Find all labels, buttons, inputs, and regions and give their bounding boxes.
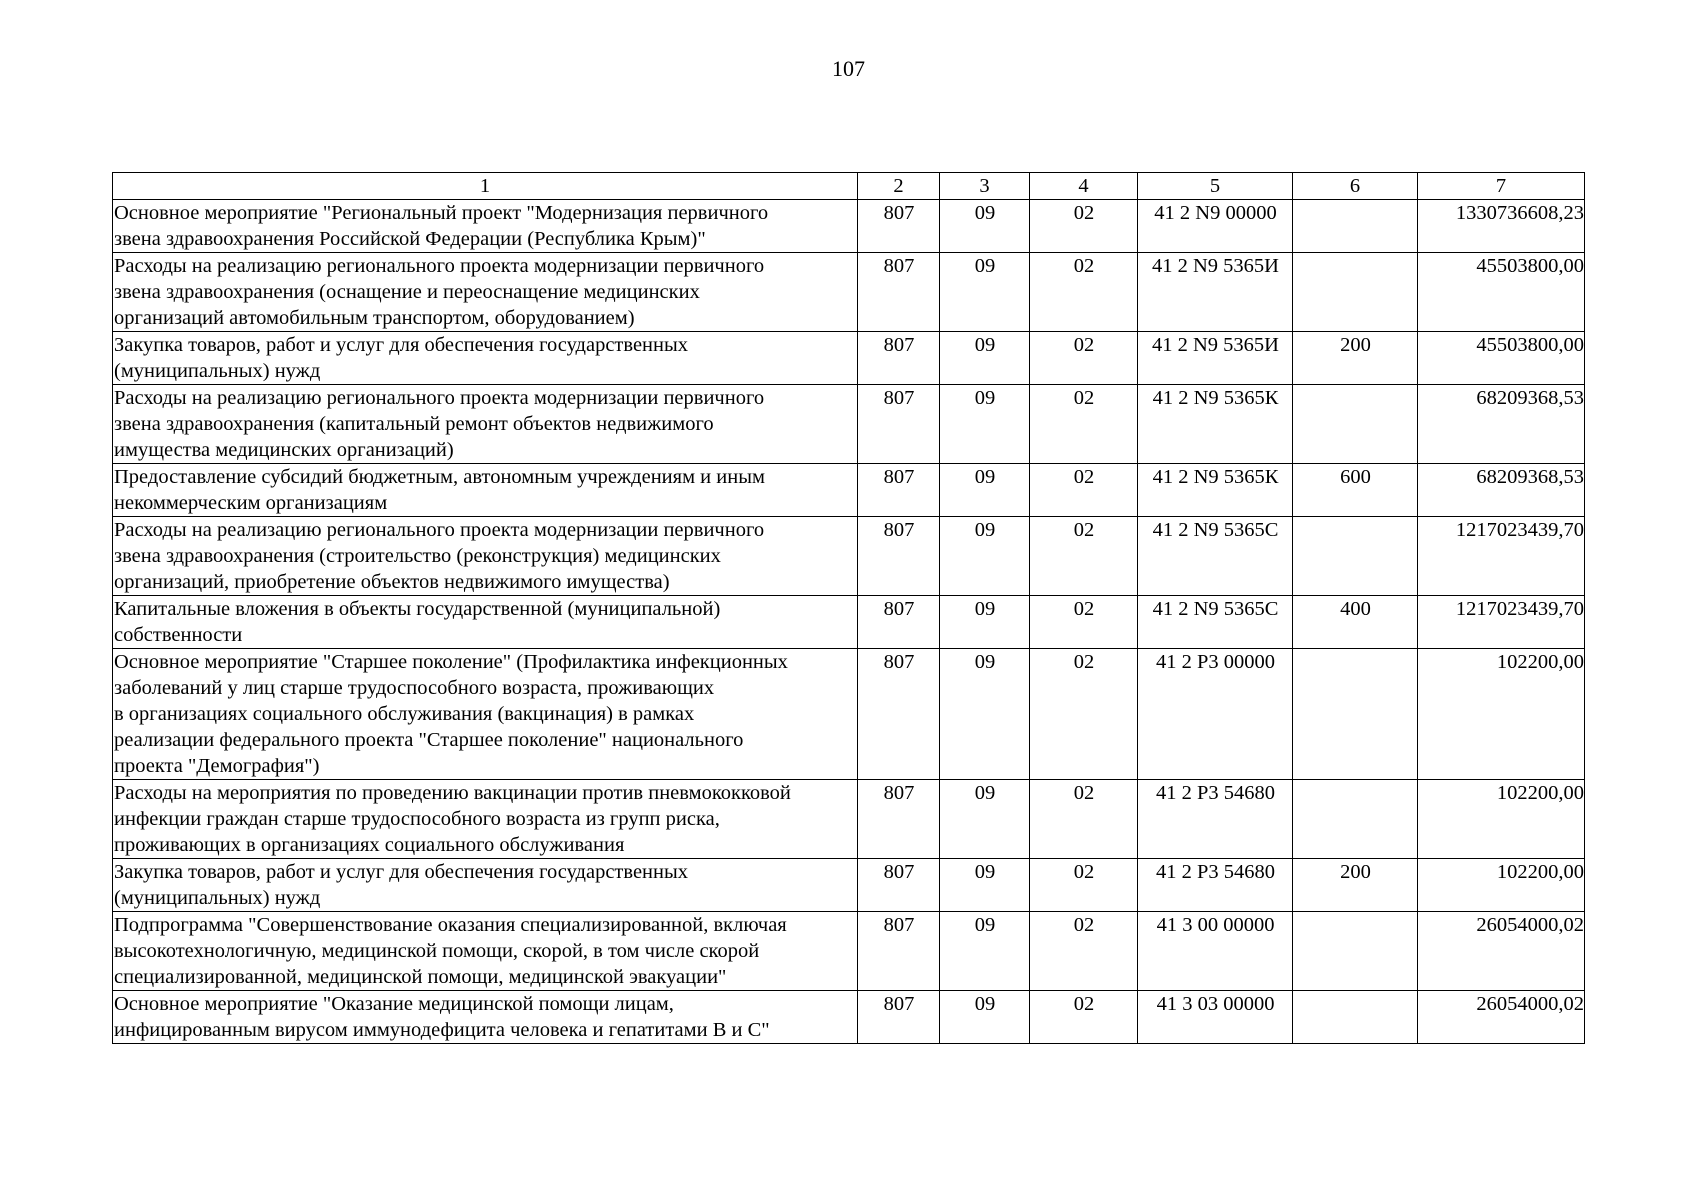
- amount: 102200,00: [1418, 649, 1585, 780]
- target-article-code: 41 2 N9 5365К: [1138, 464, 1293, 517]
- amount: 26054000,02: [1418, 991, 1585, 1044]
- ministry-code: 807: [858, 991, 940, 1044]
- section-code: 09: [940, 649, 1030, 780]
- section-code: 09: [940, 332, 1030, 385]
- table-row: [113, 253, 1585, 332]
- target-article-code: 41 2 P3 54680: [1138, 859, 1293, 912]
- row-description: Основное мероприятие "Старшее поколение" (Профилактика инфекционных заболеваний у лиц старше трудоспособного возраста, проживающих в организациях социального обслуживания (вакцинация) в рамках реализации федерального проекта "Старшее поколение" национального проекта "Демография"): [113, 649, 858, 780]
- expense-type-code: [1293, 780, 1418, 859]
- subsection-code: 02: [1030, 991, 1138, 1044]
- ministry-code: 807: [858, 253, 940, 332]
- table-row: [113, 912, 1585, 991]
- expense-type-code: [1293, 385, 1418, 464]
- header-cell: 3: [940, 173, 1030, 200]
- section-code: 09: [940, 253, 1030, 332]
- header-cell: 5: [1138, 173, 1293, 200]
- amount: 102200,00: [1418, 859, 1585, 912]
- section-code: 09: [940, 517, 1030, 596]
- target-article-code: 41 2 N9 5365И: [1138, 253, 1293, 332]
- ministry-code: 807: [858, 200, 940, 253]
- subsection-code: 02: [1030, 912, 1138, 991]
- ministry-code: 807: [858, 780, 940, 859]
- table-row: [113, 464, 1585, 517]
- ministry-code: 807: [858, 385, 940, 464]
- table-row: [113, 200, 1585, 253]
- subsection-code: 02: [1030, 649, 1138, 780]
- subsection-code: 02: [1030, 464, 1138, 517]
- row-description: Закупка товаров, работ и услуг для обеспечения государственных (муниципальных) нужд: [113, 332, 858, 385]
- target-article-code: 41 3 00 00000: [1138, 912, 1293, 991]
- row-description: Основное мероприятие "Региональный проект "Модернизация первичного звена здравоохранения Российской Федерации (Республика Крым)": [113, 200, 858, 253]
- section-code: 09: [940, 385, 1030, 464]
- subsection-code: 02: [1030, 385, 1138, 464]
- table-row: [113, 649, 1585, 780]
- header-cell: 2: [858, 173, 940, 200]
- budget-table: [112, 172, 1585, 1044]
- subsection-code: 02: [1030, 596, 1138, 649]
- ministry-code: 807: [858, 649, 940, 780]
- row-description: Предоставление субсидий бюджетным, автономным учреждениям и иным некоммерческим организациям: [113, 464, 858, 517]
- table-row: [113, 991, 1585, 1044]
- amount: 45503800,00: [1418, 332, 1585, 385]
- row-description: Расходы на реализацию регионального проекта модернизации первичного звена здравоохранения (капитальный ремонт объектов недвижимого имущества медицинских организаций): [113, 385, 858, 464]
- row-description: Закупка товаров, работ и услуг для обеспечения государственных (муниципальных) нужд: [113, 859, 858, 912]
- subsection-code: 02: [1030, 332, 1138, 385]
- target-article-code: 41 2 P3 00000: [1138, 649, 1293, 780]
- header-cell: 4: [1030, 173, 1138, 200]
- target-article-code: 41 2 P3 54680: [1138, 780, 1293, 859]
- amount: 1217023439,70: [1418, 517, 1585, 596]
- row-description: Расходы на реализацию регионального проекта модернизации первичного звена здравоохранения (оснащение и переоснащение медицинских организаций автомобильным транспортом, оборудованием): [113, 253, 858, 332]
- ministry-code: 807: [858, 596, 940, 649]
- expense-type-code: 200: [1293, 859, 1418, 912]
- row-description: Расходы на мероприятия по проведению вакцинации против пневмококковой инфекции граждан старше трудоспособного возраста из групп риска, проживающих в организациях социального обслуживания: [113, 780, 858, 859]
- header-cell: 7: [1418, 173, 1585, 200]
- section-code: 09: [940, 596, 1030, 649]
- table-body: [113, 200, 1585, 1044]
- table-row: [113, 780, 1585, 859]
- subsection-code: 02: [1030, 859, 1138, 912]
- table-row: [113, 517, 1585, 596]
- target-article-code: 41 3 03 00000: [1138, 991, 1293, 1044]
- ministry-code: 807: [858, 912, 940, 991]
- section-code: 09: [940, 859, 1030, 912]
- expense-type-code: [1293, 649, 1418, 780]
- ministry-code: 807: [858, 859, 940, 912]
- amount: 68209368,53: [1418, 385, 1585, 464]
- amount: 1330736608,23: [1418, 200, 1585, 253]
- expense-type-code: 400: [1293, 596, 1418, 649]
- subsection-code: 02: [1030, 517, 1138, 596]
- target-article-code: 41 2 N9 5365И: [1138, 332, 1293, 385]
- table-row: [113, 596, 1585, 649]
- expense-type-code: [1293, 253, 1418, 332]
- row-description: Расходы на реализацию регионального проекта модернизации первичного звена здравоохранения (строительство (реконструкция) медицинских организаций, приобретение объектов недвижимого имущества): [113, 517, 858, 596]
- header-row: [113, 173, 1585, 200]
- target-article-code: 41 2 N9 5365С: [1138, 596, 1293, 649]
- subsection-code: 02: [1030, 200, 1138, 253]
- expense-type-code: [1293, 200, 1418, 253]
- ministry-code: 807: [858, 517, 940, 596]
- subsection-code: 02: [1030, 253, 1138, 332]
- header-cell: 1: [113, 173, 858, 200]
- expense-type-code: [1293, 912, 1418, 991]
- target-article-code: 41 2 N9 00000: [1138, 200, 1293, 253]
- row-description: Подпрограмма "Совершенствование оказания специализированной, включая высокотехнологичную, медицинской помощи, скорой, в том числе скорой специализированной, медицинской помощи, медицинской эвакуации": [113, 912, 858, 991]
- amount: 68209368,53: [1418, 464, 1585, 517]
- ministry-code: 807: [858, 332, 940, 385]
- expense-type-code: [1293, 991, 1418, 1044]
- amount: 45503800,00: [1418, 253, 1585, 332]
- target-article-code: 41 2 N9 5365К: [1138, 385, 1293, 464]
- section-code: 09: [940, 780, 1030, 859]
- amount: 1217023439,70: [1418, 596, 1585, 649]
- header-cell: 6: [1293, 173, 1418, 200]
- expense-type-code: [1293, 517, 1418, 596]
- table-row: [113, 385, 1585, 464]
- row-description: Основное мероприятие "Оказание медицинской помощи лицам, инфицированным вирусом иммунодефицита человека и гепатитами B и C": [113, 991, 858, 1044]
- ministry-code: 807: [858, 464, 940, 517]
- amount: 102200,00: [1418, 780, 1585, 859]
- section-code: 09: [940, 912, 1030, 991]
- subsection-code: 02: [1030, 780, 1138, 859]
- table-row: [113, 332, 1585, 385]
- target-article-code: 41 2 N9 5365С: [1138, 517, 1293, 596]
- table-row: [113, 859, 1585, 912]
- expense-type-code: 200: [1293, 332, 1418, 385]
- row-description: Капитальные вложения в объекты государственной (муниципальной) собственности: [113, 596, 858, 649]
- section-code: 09: [940, 200, 1030, 253]
- section-code: 09: [940, 991, 1030, 1044]
- expense-type-code: 600: [1293, 464, 1418, 517]
- amount: 26054000,02: [1418, 912, 1585, 991]
- section-code: 09: [940, 464, 1030, 517]
- page-number: 107: [832, 56, 865, 81]
